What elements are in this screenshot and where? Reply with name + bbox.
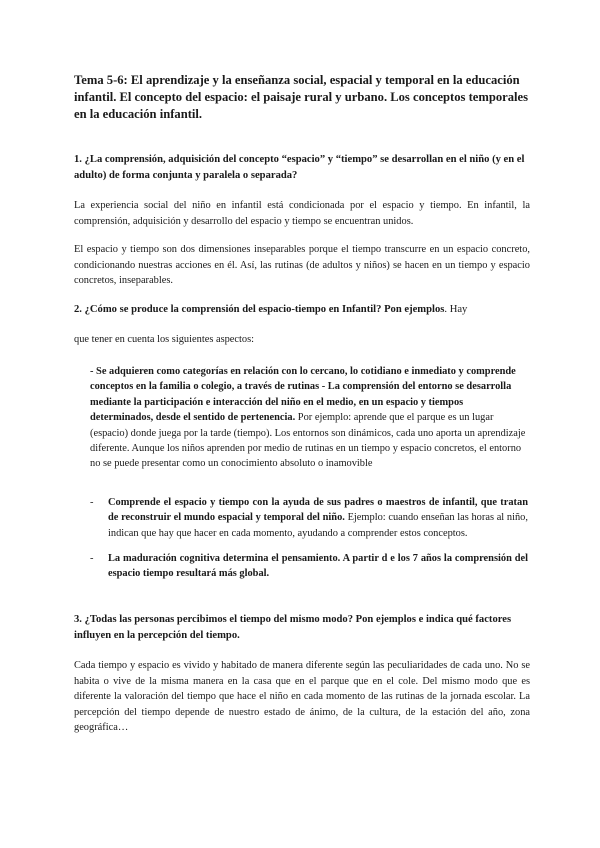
answer-2-block-bold: - Se adquieren como categorías en relación con lo cercano, lo cotidiano e inmediato y comprende conceptos en la familia o colegio, a través de rutinas - La comprensión del entorno se desarrolla mediante la participación e interacción del niño en el medio, en un espacio y tiempos determinados, desde el sentido de pertenencia. — [90, 366, 516, 424]
bullet-dash: - — [90, 553, 94, 564]
question-1: 1. ¿La comprensión, adquisición del concepto “espacio” y “tiempo” se desarrollan en el niño (y en el adulto) de forma conjunta y paralela o separada? — [74, 154, 525, 181]
bullet-text — [108, 551, 528, 582]
answer-2-intro: que tener en cuenta los siguientes aspectos: — [74, 334, 255, 345]
question-3: 3. ¿Todas las personas percibimos el tiempo del mismo modo? Pon ejemplos e indica qué factores influyen en la percepción del tiempo. — [74, 614, 512, 641]
bullet-text — [108, 495, 528, 541]
answer-2-block-normal: Por ejemplo: aprende que el parque es un lugar (espacio) donde juega por la tarde (tiempo). Los entornos son dinámicos, cada uno aporta un aprendizaje diferente. Aunque los niños aprenden por medio de rutinas en un tiempo y espacio concretos, el entorno no se puede presentar como un conocimiento absoluto o inamovible — [90, 412, 526, 470]
bullet-dash: - — [90, 497, 94, 508]
bullet-bold: Comprende el espacio y tiempo con la ayuda de sus padres o maestros de infantil, que tratan de reconstruir el mundo espacial y temporal del niño. — [108, 497, 528, 524]
answer-1-paragraph-1: La experiencia social del niño en infantil está condicionada por el espacio y tiempo. En infantil, la comprensión, adquisición y desarrollo del espacio y tiempo se encuentran unidos. — [74, 200, 530, 227]
document-title: Tema 5-6: El aprendizaje y la enseñanza social, espacial y temporal en la educación infantil. El concepto del espacio: el paisaje rural y urbano. Los conceptos temporales en la educación infantil. — [74, 73, 529, 121]
bullet-normal: Ejemplo: cuando enseñan las horas al niño, indican que hay que hacer en cada momento, ayudando a comprender estos conceptos. — [108, 512, 528, 539]
answer-3-paragraph-1: Cada tiempo y espacio es vivido y habitado de manera diferente según las peculiaridades de cada uno. No se habita o vive de la misma manera en la casa que en el parque que en el cole. Del mismo modo que es diferente la valoración del tiempo que hace el niño en cada momento de las rutinas de la jornada escolar. La percepción del tiempo depende de nuestro estado de ánimo, de la cultura, de la estación del año, zona geográfica… — [74, 660, 530, 733]
bullet-bold: La maduración cognitiva determina el pensamiento. A partir d e los 7 años la comprensión del espacio tiempo resultará más global. — [108, 553, 528, 580]
answer-1-paragraph-2: El espacio y tiempo son dos dimensiones inseparables porque el tiempo transcurre en un espacio concreto, condicionando nuestras acciones en él. Así, las rutinas (de adultos y niños) se hacen en un tiempo y espacio concretos, inseparables. — [74, 244, 530, 286]
answer-2-block — [90, 364, 528, 472]
question-2-text: 2. ¿Cómo se produce la comprensión del espacio-tiempo en Infantil? Pon ejemplos — [74, 304, 445, 315]
question-2 — [74, 302, 530, 318]
question-2-tail: . Hay — [444, 304, 468, 315]
